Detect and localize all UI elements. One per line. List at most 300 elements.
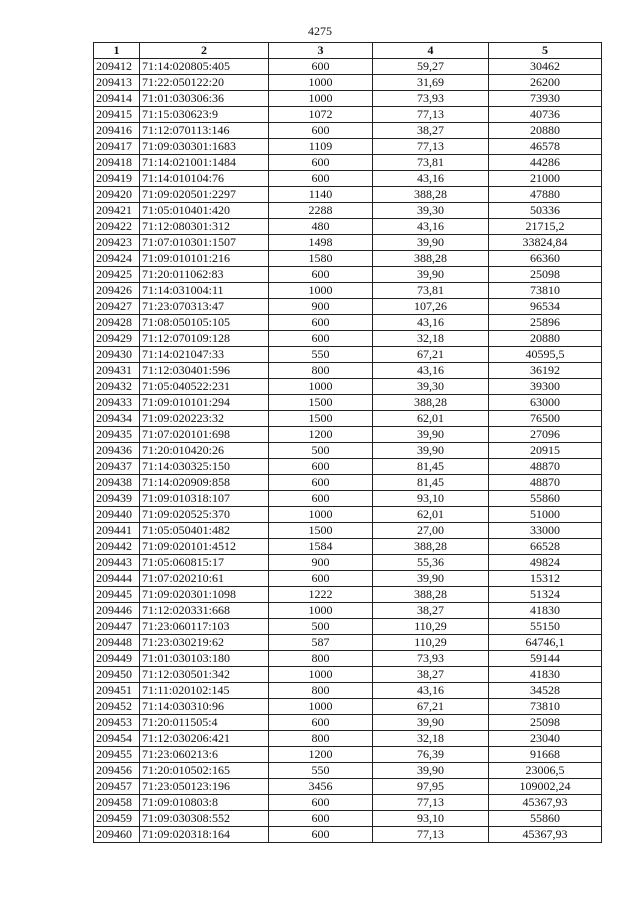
table-row <box>94 171 602 187</box>
table-row <box>94 747 602 763</box>
cadastral-number-cell: 71:15:030623:9 <box>140 107 269 123</box>
row-id-cell: 209415 <box>94 107 140 123</box>
value-cell: 25896 <box>489 315 602 331</box>
header-row <box>94 43 602 59</box>
table-row <box>94 411 602 427</box>
table-row <box>94 619 602 635</box>
value-cell: 40595,5 <box>489 347 602 363</box>
area-cell: 1584 <box>269 539 373 555</box>
value-cell: 66360 <box>489 251 602 267</box>
value-cell: 55860 <box>489 811 602 827</box>
header-col-5: 5 <box>489 43 602 59</box>
table-row <box>94 763 602 779</box>
area-cell: 600 <box>269 795 373 811</box>
table-row <box>94 571 602 587</box>
rate-cell: 39,90 <box>373 443 489 459</box>
table-row <box>94 827 602 843</box>
rate-cell: 38,27 <box>373 667 489 683</box>
value-cell: 73930 <box>489 91 602 107</box>
cadastral-number-cell: 71:09:010101:294 <box>140 395 269 411</box>
table-row <box>94 443 602 459</box>
table-row <box>94 251 602 267</box>
value-cell: 23006,5 <box>489 763 602 779</box>
table-row <box>94 683 602 699</box>
table-row <box>94 811 602 827</box>
rate-cell: 388,28 <box>373 395 489 411</box>
value-cell: 25098 <box>489 267 602 283</box>
table-row <box>94 651 602 667</box>
cadastral-number-cell: 71:14:010104:76 <box>140 171 269 187</box>
cadastral-number-cell: 71:09:020318:164 <box>140 827 269 843</box>
rate-cell: 43,16 <box>373 683 489 699</box>
row-id-cell: 209422 <box>94 219 140 235</box>
cadastral-number-cell: 71:12:030206:421 <box>140 731 269 747</box>
cadastral-number-cell: 71:23:070313:47 <box>140 299 269 315</box>
table-row <box>94 139 602 155</box>
cadastral-number-cell: 71:09:010318:107 <box>140 491 269 507</box>
value-cell: 73810 <box>489 699 602 715</box>
row-id-cell: 209416 <box>94 123 140 139</box>
table-row <box>94 299 602 315</box>
value-cell: 91668 <box>489 747 602 763</box>
cadastral-number-cell: 71:07:010301:1507 <box>140 235 269 251</box>
rate-cell: 97,95 <box>373 779 489 795</box>
value-cell: 46578 <box>489 139 602 155</box>
table-row <box>94 507 602 523</box>
register-table-container <box>93 42 602 843</box>
area-cell: 587 <box>269 635 373 651</box>
row-id-cell: 209453 <box>94 715 140 731</box>
area-cell: 600 <box>269 59 373 75</box>
area-cell: 600 <box>269 571 373 587</box>
row-id-cell: 209418 <box>94 155 140 171</box>
cadastral-number-cell: 71:09:020223:32 <box>140 411 269 427</box>
cadastral-number-cell: 71:09:020525:370 <box>140 507 269 523</box>
table-body <box>94 59 602 843</box>
area-cell: 1222 <box>269 587 373 603</box>
value-cell: 36192 <box>489 363 602 379</box>
area-cell: 480 <box>269 219 373 235</box>
area-cell: 800 <box>269 683 373 699</box>
area-cell: 1498 <box>269 235 373 251</box>
row-id-cell: 209420 <box>94 187 140 203</box>
table-row <box>94 363 602 379</box>
table-row <box>94 635 602 651</box>
rate-cell: 39,30 <box>373 203 489 219</box>
table-row <box>94 267 602 283</box>
rate-cell: 73,93 <box>373 651 489 667</box>
row-id-cell: 209419 <box>94 171 140 187</box>
value-cell: 23040 <box>489 731 602 747</box>
area-cell: 1200 <box>269 747 373 763</box>
area-cell: 800 <box>269 363 373 379</box>
table-row <box>94 347 602 363</box>
row-id-cell: 209456 <box>94 763 140 779</box>
rate-cell: 39,90 <box>373 763 489 779</box>
cadastral-number-cell: 71:05:060815:17 <box>140 555 269 571</box>
area-cell: 600 <box>269 267 373 283</box>
table-header <box>94 43 602 59</box>
table-row <box>94 59 602 75</box>
rate-cell: 76,39 <box>373 747 489 763</box>
table-row <box>94 491 602 507</box>
area-cell: 600 <box>269 155 373 171</box>
cadastral-number-cell: 71:14:031004:11 <box>140 283 269 299</box>
area-cell: 1000 <box>269 91 373 107</box>
rate-cell: 77,13 <box>373 107 489 123</box>
row-id-cell: 209441 <box>94 523 140 539</box>
rate-cell: 43,16 <box>373 219 489 235</box>
cadastral-number-cell: 71:07:020210:61 <box>140 571 269 587</box>
table-row <box>94 107 602 123</box>
rate-cell: 62,01 <box>373 411 489 427</box>
cadastral-number-cell: 71:14:021047:33 <box>140 347 269 363</box>
row-id-cell: 209435 <box>94 427 140 443</box>
table-row <box>94 427 602 443</box>
rate-cell: 62,01 <box>373 507 489 523</box>
row-id-cell: 209447 <box>94 619 140 635</box>
rate-cell: 39,90 <box>373 571 489 587</box>
rate-cell: 110,29 <box>373 635 489 651</box>
table-row <box>94 395 602 411</box>
row-id-cell: 209449 <box>94 651 140 667</box>
rate-cell: 31,69 <box>373 75 489 91</box>
row-id-cell: 209429 <box>94 331 140 347</box>
rate-cell: 55,36 <box>373 555 489 571</box>
rate-cell: 93,10 <box>373 811 489 827</box>
value-cell: 45367,93 <box>489 827 602 843</box>
rate-cell: 38,27 <box>373 603 489 619</box>
rate-cell: 110,29 <box>373 619 489 635</box>
value-cell: 51324 <box>489 587 602 603</box>
table-row <box>94 603 602 619</box>
rate-cell: 43,16 <box>373 315 489 331</box>
row-id-cell: 209421 <box>94 203 140 219</box>
value-cell: 73810 <box>489 283 602 299</box>
area-cell: 1000 <box>269 699 373 715</box>
rate-cell: 39,90 <box>373 427 489 443</box>
cadastral-number-cell: 71:20:011505:4 <box>140 715 269 731</box>
value-cell: 20915 <box>489 443 602 459</box>
value-cell: 21715,2 <box>489 219 602 235</box>
row-id-cell: 209436 <box>94 443 140 459</box>
cadastral-number-cell: 71:20:011062:83 <box>140 267 269 283</box>
area-cell: 600 <box>269 827 373 843</box>
row-id-cell: 209457 <box>94 779 140 795</box>
area-cell: 1000 <box>269 75 373 91</box>
rate-cell: 77,13 <box>373 139 489 155</box>
rate-cell: 77,13 <box>373 795 489 811</box>
cadastral-number-cell: 71:20:010502:165 <box>140 763 269 779</box>
rate-cell: 388,28 <box>373 587 489 603</box>
cadastral-number-cell: 71:12:030501:342 <box>140 667 269 683</box>
row-id-cell: 209440 <box>94 507 140 523</box>
row-id-cell: 209448 <box>94 635 140 651</box>
rate-cell: 27,00 <box>373 523 489 539</box>
rate-cell: 32,18 <box>373 331 489 347</box>
area-cell: 600 <box>269 491 373 507</box>
value-cell: 41830 <box>489 603 602 619</box>
row-id-cell: 209425 <box>94 267 140 283</box>
value-cell: 20880 <box>489 331 602 347</box>
table-row <box>94 203 602 219</box>
rate-cell: 388,28 <box>373 539 489 555</box>
header-col-2: 2 <box>140 43 269 59</box>
cadastral-number-cell: 71:14:021001:1484 <box>140 155 269 171</box>
area-cell: 1000 <box>269 603 373 619</box>
cadastral-number-cell: 71:05:050401:482 <box>140 523 269 539</box>
rate-cell: 59,27 <box>373 59 489 75</box>
area-cell: 600 <box>269 475 373 491</box>
rate-cell: 81,45 <box>373 475 489 491</box>
table-row <box>94 779 602 795</box>
row-id-cell: 209442 <box>94 539 140 555</box>
area-cell: 500 <box>269 619 373 635</box>
row-id-cell: 209430 <box>94 347 140 363</box>
row-id-cell: 209460 <box>94 827 140 843</box>
row-id-cell: 209439 <box>94 491 140 507</box>
cadastral-number-cell: 71:09:020101:4512 <box>140 539 269 555</box>
value-cell: 15312 <box>489 571 602 587</box>
row-id-cell: 209458 <box>94 795 140 811</box>
row-id-cell: 209423 <box>94 235 140 251</box>
area-cell: 900 <box>269 555 373 571</box>
area-cell: 600 <box>269 171 373 187</box>
table-row <box>94 459 602 475</box>
area-cell: 1580 <box>269 251 373 267</box>
value-cell: 63000 <box>489 395 602 411</box>
table-row <box>94 379 602 395</box>
rate-cell: 73,81 <box>373 283 489 299</box>
table-row <box>94 331 602 347</box>
row-id-cell: 209444 <box>94 571 140 587</box>
area-cell: 600 <box>269 459 373 475</box>
header-col-4: 4 <box>373 43 489 59</box>
cadastral-number-cell: 71:23:030219:62 <box>140 635 269 651</box>
cadastral-number-cell: 71:09:010101:216 <box>140 251 269 267</box>
table-row <box>94 523 602 539</box>
rate-cell: 93,10 <box>373 491 489 507</box>
area-cell: 1109 <box>269 139 373 155</box>
table-row <box>94 731 602 747</box>
cadastral-number-cell: 71:20:010420:26 <box>140 443 269 459</box>
table-row <box>94 539 602 555</box>
value-cell: 76500 <box>489 411 602 427</box>
value-cell: 26200 <box>489 75 602 91</box>
area-cell: 600 <box>269 123 373 139</box>
row-id-cell: 209424 <box>94 251 140 267</box>
rate-cell: 67,21 <box>373 347 489 363</box>
value-cell: 55860 <box>489 491 602 507</box>
table-row <box>94 699 602 715</box>
row-id-cell: 209452 <box>94 699 140 715</box>
area-cell: 1000 <box>269 379 373 395</box>
table-row <box>94 91 602 107</box>
area-cell: 1000 <box>269 283 373 299</box>
rate-cell: 73,93 <box>373 91 489 107</box>
rate-cell: 81,45 <box>373 459 489 475</box>
value-cell: 44286 <box>489 155 602 171</box>
value-cell: 96534 <box>489 299 602 315</box>
cadastral-number-cell: 71:22:050122:20 <box>140 75 269 91</box>
cadastral-number-cell: 71:09:010803:8 <box>140 795 269 811</box>
area-cell: 1500 <box>269 411 373 427</box>
rate-cell: 67,21 <box>373 699 489 715</box>
area-cell: 800 <box>269 651 373 667</box>
table-row <box>94 555 602 571</box>
row-id-cell: 209437 <box>94 459 140 475</box>
table-row <box>94 715 602 731</box>
row-id-cell: 209432 <box>94 379 140 395</box>
value-cell: 40736 <box>489 107 602 123</box>
row-id-cell: 209434 <box>94 411 140 427</box>
page-number: 4275 <box>308 24 332 38</box>
cadastral-number-cell: 71:12:030401:596 <box>140 363 269 379</box>
value-cell: 33824,84 <box>489 235 602 251</box>
area-cell: 600 <box>269 715 373 731</box>
header-col-1: 1 <box>94 43 140 59</box>
cadastral-number-cell: 71:14:030310:96 <box>140 699 269 715</box>
rate-cell: 77,13 <box>373 827 489 843</box>
row-id-cell: 209451 <box>94 683 140 699</box>
row-id-cell: 209455 <box>94 747 140 763</box>
table-row <box>94 315 602 331</box>
cadastral-number-cell: 71:12:020331:668 <box>140 603 269 619</box>
row-id-cell: 209412 <box>94 59 140 75</box>
table-row <box>94 795 602 811</box>
rate-cell: 39,90 <box>373 267 489 283</box>
table-row <box>94 187 602 203</box>
value-cell: 20880 <box>489 123 602 139</box>
area-cell: 600 <box>269 331 373 347</box>
rate-cell: 388,28 <box>373 251 489 267</box>
cadastral-number-cell: 71:12:070113:146 <box>140 123 269 139</box>
row-id-cell: 209414 <box>94 91 140 107</box>
cadastral-number-cell: 71:09:030301:1683 <box>140 139 269 155</box>
row-id-cell: 209426 <box>94 283 140 299</box>
cadastral-number-cell: 71:09:020301:1098 <box>140 587 269 603</box>
value-cell: 27096 <box>489 427 602 443</box>
row-id-cell: 209459 <box>94 811 140 827</box>
area-cell: 1072 <box>269 107 373 123</box>
rate-cell: 38,27 <box>373 123 489 139</box>
rate-cell: 43,16 <box>373 171 489 187</box>
value-cell: 109002,24 <box>489 779 602 795</box>
value-cell: 49824 <box>489 555 602 571</box>
rate-cell: 39,90 <box>373 715 489 731</box>
area-cell: 600 <box>269 811 373 827</box>
cadastral-number-cell: 71:14:030325:150 <box>140 459 269 475</box>
row-id-cell: 209454 <box>94 731 140 747</box>
cadastral-number-cell: 71:07:020101:698 <box>140 427 269 443</box>
value-cell: 48870 <box>489 459 602 475</box>
register-table <box>93 42 602 843</box>
value-cell: 48870 <box>489 475 602 491</box>
area-cell: 500 <box>269 443 373 459</box>
rate-cell: 107,26 <box>373 299 489 315</box>
value-cell: 30462 <box>489 59 602 75</box>
cadastral-number-cell: 71:01:030103:180 <box>140 651 269 667</box>
value-cell: 47880 <box>489 187 602 203</box>
row-id-cell: 209431 <box>94 363 140 379</box>
rate-cell: 39,30 <box>373 379 489 395</box>
area-cell: 600 <box>269 315 373 331</box>
value-cell: 55150 <box>489 619 602 635</box>
value-cell: 45367,93 <box>489 795 602 811</box>
rate-cell: 39,90 <box>373 235 489 251</box>
value-cell: 41830 <box>489 667 602 683</box>
cadastral-number-cell: 71:09:030308:552 <box>140 811 269 827</box>
area-cell: 3456 <box>269 779 373 795</box>
value-cell: 50336 <box>489 203 602 219</box>
table-row <box>94 235 602 251</box>
value-cell: 51000 <box>489 507 602 523</box>
row-id-cell: 209417 <box>94 139 140 155</box>
area-cell: 1000 <box>269 507 373 523</box>
area-cell: 550 <box>269 347 373 363</box>
rate-cell: 73,81 <box>373 155 489 171</box>
table-row <box>94 475 602 491</box>
area-cell: 550 <box>269 763 373 779</box>
area-cell: 1500 <box>269 523 373 539</box>
area-cell: 1140 <box>269 187 373 203</box>
value-cell: 25098 <box>489 715 602 731</box>
value-cell: 66528 <box>489 539 602 555</box>
area-cell: 1000 <box>269 667 373 683</box>
value-cell: 64746,1 <box>489 635 602 651</box>
table-row <box>94 75 602 91</box>
area-cell: 2288 <box>269 203 373 219</box>
cadastral-number-cell: 71:11:020102:145 <box>140 683 269 699</box>
cadastral-number-cell: 71:12:080301:312 <box>140 219 269 235</box>
cadastral-number-cell: 71:23:060213:6 <box>140 747 269 763</box>
cadastral-number-cell: 71:09:020501:2297 <box>140 187 269 203</box>
table-row <box>94 283 602 299</box>
area-cell: 1200 <box>269 427 373 443</box>
table-row <box>94 587 602 603</box>
header-col-3: 3 <box>269 43 373 59</box>
value-cell: 59144 <box>489 651 602 667</box>
value-cell: 34528 <box>489 683 602 699</box>
rate-cell: 32,18 <box>373 731 489 747</box>
cadastral-number-cell: 71:14:020805:405 <box>140 59 269 75</box>
cadastral-number-cell: 71:12:070109:128 <box>140 331 269 347</box>
cadastral-number-cell: 71:23:050123:196 <box>140 779 269 795</box>
cadastral-number-cell: 71:14:020909:858 <box>140 475 269 491</box>
row-id-cell: 209428 <box>94 315 140 331</box>
cadastral-number-cell: 71:23:060117:103 <box>140 619 269 635</box>
rate-cell: 43,16 <box>373 363 489 379</box>
area-cell: 800 <box>269 731 373 747</box>
cadastral-number-cell: 71:05:010401:420 <box>140 203 269 219</box>
cadastral-number-cell: 71:05:040522:231 <box>140 379 269 395</box>
row-id-cell: 209427 <box>94 299 140 315</box>
row-id-cell: 209446 <box>94 603 140 619</box>
table-row <box>94 219 602 235</box>
area-cell: 900 <box>269 299 373 315</box>
value-cell: 33000 <box>489 523 602 539</box>
cadastral-number-cell: 71:08:050105:105 <box>140 315 269 331</box>
table-row <box>94 667 602 683</box>
row-id-cell: 209445 <box>94 587 140 603</box>
value-cell: 21000 <box>489 171 602 187</box>
value-cell: 39300 <box>489 379 602 395</box>
table-row <box>94 123 602 139</box>
row-id-cell: 209413 <box>94 75 140 91</box>
row-id-cell: 209433 <box>94 395 140 411</box>
area-cell: 1500 <box>269 395 373 411</box>
rate-cell: 388,28 <box>373 187 489 203</box>
